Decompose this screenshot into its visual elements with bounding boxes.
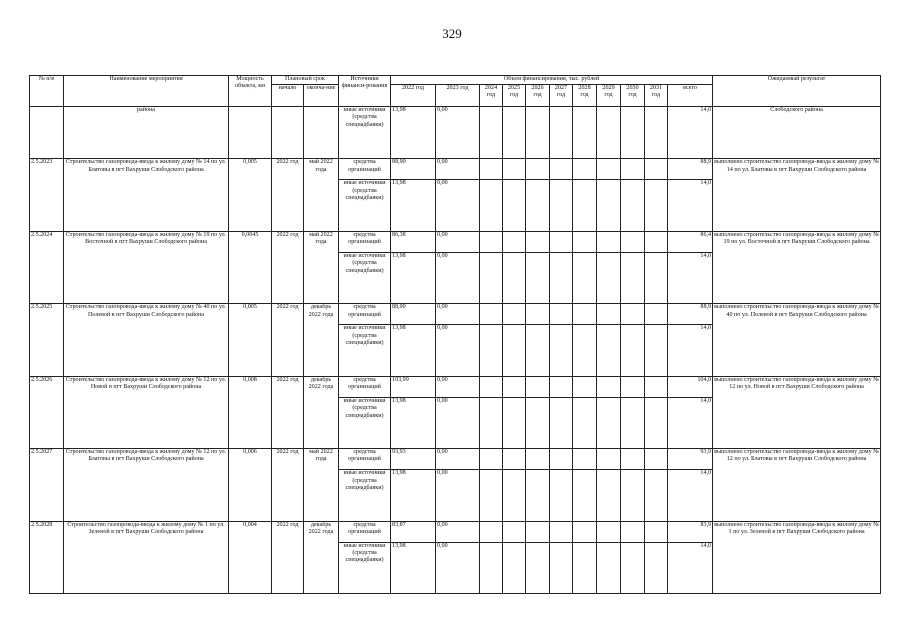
table-row — [30, 449, 881, 470]
empty-cell — [621, 376, 645, 397]
empty-cell — [526, 470, 550, 521]
empty-cell — [621, 542, 645, 593]
row-name: Строительство газопровода-ввода к жилому дому № 12 по ул. Блатовы в пгт Вахруши Слободского района — [64, 449, 229, 521]
empty-cell — [550, 521, 573, 542]
row-source-other: иные источники (средства спецнадбавки) — [339, 397, 391, 448]
continuation-result: Слободского района — [713, 107, 881, 159]
row-source-org: средства организаций — [339, 376, 391, 397]
row-org-2022: 88,90 — [391, 304, 436, 325]
row-other-total: 14,0 — [668, 252, 713, 303]
empty-cell — [480, 252, 503, 303]
row-name: Строительство газопровода-ввода к жилому дому № 19 по ул. Восточной в пгт Вахруши Слободского района — [64, 231, 229, 303]
empty-cell — [550, 159, 573, 180]
row-num: 2.5.2025 — [30, 304, 64, 376]
continuation-source: иные источники (средства спецнадбавки) — [339, 107, 391, 159]
table-row — [30, 159, 881, 180]
empty-cell — [480, 325, 503, 376]
empty-cell — [503, 304, 526, 325]
empty-cell — [573, 325, 597, 376]
empty-cell — [573, 231, 597, 252]
empty-cell — [621, 325, 645, 376]
row-end: декабрь 2022 года — [304, 376, 339, 448]
row-other-2022: 13,98 — [391, 252, 436, 303]
empty-cell — [645, 449, 668, 470]
row-other-total: 14,0 — [668, 180, 713, 231]
empty-cell — [645, 252, 668, 303]
row-num: 2.5.2023 — [30, 159, 64, 231]
row-capacity: 0,005 — [229, 159, 272, 231]
empty-cell — [480, 180, 503, 231]
continuation-name: района — [64, 107, 229, 159]
row-other-2022: 13,98 — [391, 542, 436, 593]
row-source-other: иные источники (средства спецнадбавки) — [339, 325, 391, 376]
empty-cell — [526, 304, 550, 325]
row-result: выполнено строительство газопровода-ввода к жилому дому № 14 по ул. Блатовы в пгт Вахруши Слободского района — [713, 159, 881, 231]
empty-cell — [550, 449, 573, 470]
empty-cell — [645, 304, 668, 325]
empty-cell — [645, 470, 668, 521]
table-row — [30, 376, 881, 397]
row-num: 2.5.2028 — [30, 521, 64, 594]
header-start: начало — [272, 85, 304, 107]
empty-cell — [503, 542, 526, 593]
empty-cell — [597, 397, 621, 448]
row-result: выполнено строительство газопровода-ввода к жилому дому № 40 по ул. Полевой в пгт Вахруши Слободского района — [713, 304, 881, 376]
row-capacity: 0,006 — [229, 449, 272, 521]
empty-cell — [597, 159, 621, 180]
row-source-org: средства организаций — [339, 449, 391, 470]
empty-cell — [621, 397, 645, 448]
row-source-other: иные источники (средства спецнадбавки) — [339, 180, 391, 231]
row-other-2022: 13,98 — [391, 180, 436, 231]
header-year: 2027 год — [550, 85, 573, 107]
row-org-total: 88,9 — [668, 304, 713, 325]
empty-cell — [480, 397, 503, 448]
row-other-2022: 13,98 — [391, 470, 436, 521]
row-end: декабрь 2022 года — [304, 521, 339, 594]
row-other-total: 14,0 — [668, 542, 713, 593]
empty-cell — [526, 180, 550, 231]
table-row — [30, 107, 881, 159]
row-org-2022: 88,90 — [391, 159, 436, 180]
empty-cell — [573, 542, 597, 593]
empty-cell — [573, 304, 597, 325]
empty-cell — [503, 376, 526, 397]
empty-cell — [645, 521, 668, 542]
row-org-2023: 0,00 — [436, 449, 480, 470]
financing-table — [29, 75, 881, 594]
table-row — [30, 521, 881, 542]
empty-cell — [597, 325, 621, 376]
row-org-total: 93,9 — [668, 449, 713, 470]
header-year: 2023 год — [436, 85, 480, 107]
row-source-org: средства организаций — [339, 231, 391, 252]
empty-cell — [550, 231, 573, 252]
row-source-other: иные источники (средства спецнадбавки) — [339, 252, 391, 303]
empty-cell — [480, 470, 503, 521]
row-other-2022: 13,98 — [391, 325, 436, 376]
empty-cell — [503, 231, 526, 252]
empty-cell — [573, 397, 597, 448]
empty-cell — [480, 542, 503, 593]
row-org-total: 86,4 — [668, 231, 713, 252]
empty-cell — [621, 304, 645, 325]
empty-cell — [645, 376, 668, 397]
header-sources: Источники финанси-рования — [339, 76, 391, 107]
empty-cell — [645, 542, 668, 593]
row-org-2023: 0,00 — [436, 521, 480, 542]
row-source-org: средства организаций — [339, 159, 391, 180]
empty-cell — [503, 397, 526, 448]
row-source-other: иные источники (средства спецнадбавки) — [339, 542, 391, 593]
row-org-2022: 93,93 — [391, 449, 436, 470]
empty-cell — [645, 325, 668, 376]
row-result: выполнено строительство газопровода-ввода к жилому дому № 1 по ул. Зеленой в пгт Вахруши Слободского района — [713, 521, 881, 594]
empty-cell — [597, 449, 621, 470]
empty-cell — [480, 449, 503, 470]
header-year: 2022 год — [391, 85, 436, 107]
row-start: 2022 год — [272, 159, 304, 231]
row-num: 2.5.2027 — [30, 449, 64, 521]
row-other-2022: 13,98 — [391, 397, 436, 448]
row-org-total: 88,9 — [668, 159, 713, 180]
header-year: 2025 год — [503, 85, 526, 107]
row-source-org: средства организаций — [339, 521, 391, 542]
continuation-2022: 13,98 — [391, 107, 436, 159]
row-org-total: 83,9 — [668, 521, 713, 542]
empty-cell — [597, 542, 621, 593]
empty-cell — [645, 180, 668, 231]
header-volume: Объем финансирования, тыс. рублей — [391, 76, 713, 85]
row-result: выполнено строительство газопровода-ввода к жилому дому № 12 по ул. Блатовы в пгт Вахруши Слободского района — [713, 449, 881, 521]
row-source-org: средства организаций — [339, 304, 391, 325]
table-row — [30, 231, 881, 252]
table-row — [30, 304, 881, 325]
row-end: декабрь 2022 года — [304, 304, 339, 376]
row-org-2022: 86,38 — [391, 231, 436, 252]
header-year: 2026 год — [526, 85, 550, 107]
header-total: всего — [668, 85, 713, 107]
row-other-total: 14,0 — [668, 325, 713, 376]
empty-cell — [526, 159, 550, 180]
empty-cell — [526, 449, 550, 470]
header-year: 2024 год — [480, 85, 503, 107]
empty-cell — [480, 521, 503, 542]
header-end: оконча-ние — [304, 85, 339, 107]
empty-cell — [573, 449, 597, 470]
header-num: № п/в — [30, 76, 64, 107]
empty-cell — [480, 376, 503, 397]
empty-cell — [597, 376, 621, 397]
empty-cell — [597, 304, 621, 325]
empty-cell — [480, 231, 503, 252]
header-year: 2028 год — [573, 85, 597, 107]
row-start: 2022 год — [272, 376, 304, 448]
empty-cell — [621, 521, 645, 542]
empty-cell — [597, 180, 621, 231]
header-year: 2031 год — [645, 85, 668, 107]
empty-cell — [621, 231, 645, 252]
empty-cell — [597, 252, 621, 303]
header-capacity: Мощность объекта, км — [229, 76, 272, 107]
empty-cell — [503, 325, 526, 376]
row-other-2023: 0,00 — [436, 470, 480, 521]
empty-cell — [597, 470, 621, 521]
row-org-total: 104,0 — [668, 376, 713, 397]
empty-cell — [480, 304, 503, 325]
empty-cell — [550, 470, 573, 521]
empty-cell — [573, 180, 597, 231]
row-num: 2.5.2026 — [30, 376, 64, 448]
row-other-total: 14,0 — [668, 470, 713, 521]
empty-cell — [550, 397, 573, 448]
empty-cell — [526, 542, 550, 593]
row-org-2022: 103,99 — [391, 376, 436, 397]
empty-cell — [621, 449, 645, 470]
header-year: 2030 год — [621, 85, 645, 107]
empty-cell — [573, 159, 597, 180]
empty-cell — [573, 521, 597, 542]
empty-cell — [503, 449, 526, 470]
empty-cell — [573, 376, 597, 397]
empty-cell — [621, 159, 645, 180]
empty-cell — [526, 521, 550, 542]
page-number: 329 — [442, 26, 462, 41]
row-capacity: 0,008 — [229, 376, 272, 448]
header-result: Ожидаемый результат — [713, 76, 881, 107]
empty-cell — [526, 252, 550, 303]
row-start: 2022 год — [272, 231, 304, 303]
row-other-2023: 0,00 — [436, 325, 480, 376]
empty-cell — [550, 252, 573, 303]
row-org-2022: 83,87 — [391, 521, 436, 542]
empty-cell — [550, 325, 573, 376]
row-start: 2022 год — [272, 449, 304, 521]
empty-cell — [550, 542, 573, 593]
empty-cell — [503, 180, 526, 231]
empty-cell — [550, 376, 573, 397]
empty-cell — [597, 521, 621, 542]
row-capacity: 0,0045 — [229, 231, 272, 303]
empty-cell — [503, 470, 526, 521]
row-org-2023: 0,00 — [436, 159, 480, 180]
row-num: 2.5.2024 — [30, 231, 64, 303]
empty-cell — [526, 325, 550, 376]
row-name: Строительство газопровода-ввода к жилому дому № 14 по ул. Блатовы в пгт Вахруши Слободского района — [64, 159, 229, 231]
empty-cell — [645, 397, 668, 448]
header-year: 2029 год — [597, 85, 621, 107]
row-name: Строительство газопровода-ввода к жилому дому № 12 по ул. Новой в пгт Вахруши Слободского района — [64, 376, 229, 448]
row-other-2023: 0,00 — [436, 542, 480, 593]
empty-cell — [480, 159, 503, 180]
continuation-total: 14,0 — [668, 107, 713, 159]
row-result: выполнено строительство газопровода-ввода к жилому дому № 19 по ул. Восточной в пгт Вахруши Слободского района — [713, 231, 881, 303]
row-source-other: иные источники (средства спецнадбавки) — [339, 470, 391, 521]
empty-cell — [503, 521, 526, 542]
row-other-total: 14,0 — [668, 397, 713, 448]
row-capacity: 0,004 — [229, 521, 272, 594]
empty-cell — [503, 159, 526, 180]
row-org-2023: 0,00 — [436, 231, 480, 252]
empty-cell — [550, 304, 573, 325]
row-name: Строительство газопровода-ввода к жилому дому № 1 по ул. Зеленой в пгт Вахруши Слободского района — [64, 521, 229, 594]
row-capacity: 0,005 — [229, 304, 272, 376]
empty-cell — [573, 252, 597, 303]
empty-cell — [503, 252, 526, 303]
empty-cell — [573, 470, 597, 521]
header-plan-term: Плановый срок — [272, 76, 339, 85]
row-end: май 2022 года — [304, 159, 339, 231]
empty-cell — [550, 180, 573, 231]
empty-cell — [621, 470, 645, 521]
empty-cell — [621, 252, 645, 303]
empty-cell — [526, 231, 550, 252]
continuation-2023: 0,00 — [436, 107, 480, 159]
row-org-2023: 0,00 — [436, 304, 480, 325]
row-other-2023: 0,00 — [436, 252, 480, 303]
header-name: Наименование мероприятия — [64, 76, 229, 107]
empty-cell — [526, 376, 550, 397]
row-start: 2022 год — [272, 521, 304, 594]
row-result: выполнено строительство газопровода-ввода к жилому дому № 12 по ул. Новой в пгт Вахруши Слободского района — [713, 376, 881, 448]
empty-cell — [526, 397, 550, 448]
row-org-2023: 0,00 — [436, 376, 480, 397]
row-start: 2022 год — [272, 304, 304, 376]
empty-cell — [645, 231, 668, 252]
empty-cell — [597, 231, 621, 252]
empty-cell — [645, 159, 668, 180]
row-other-2023: 0,00 — [436, 180, 480, 231]
row-other-2023: 0,00 — [436, 397, 480, 448]
row-end: май 2022 года — [304, 449, 339, 521]
row-name: Строительство газопровода-ввода к жилому дому № 40 по ул. Полевой в пгт Вахруши Слободского района — [64, 304, 229, 376]
empty-cell — [621, 180, 645, 231]
row-end: май 2022 года — [304, 231, 339, 303]
